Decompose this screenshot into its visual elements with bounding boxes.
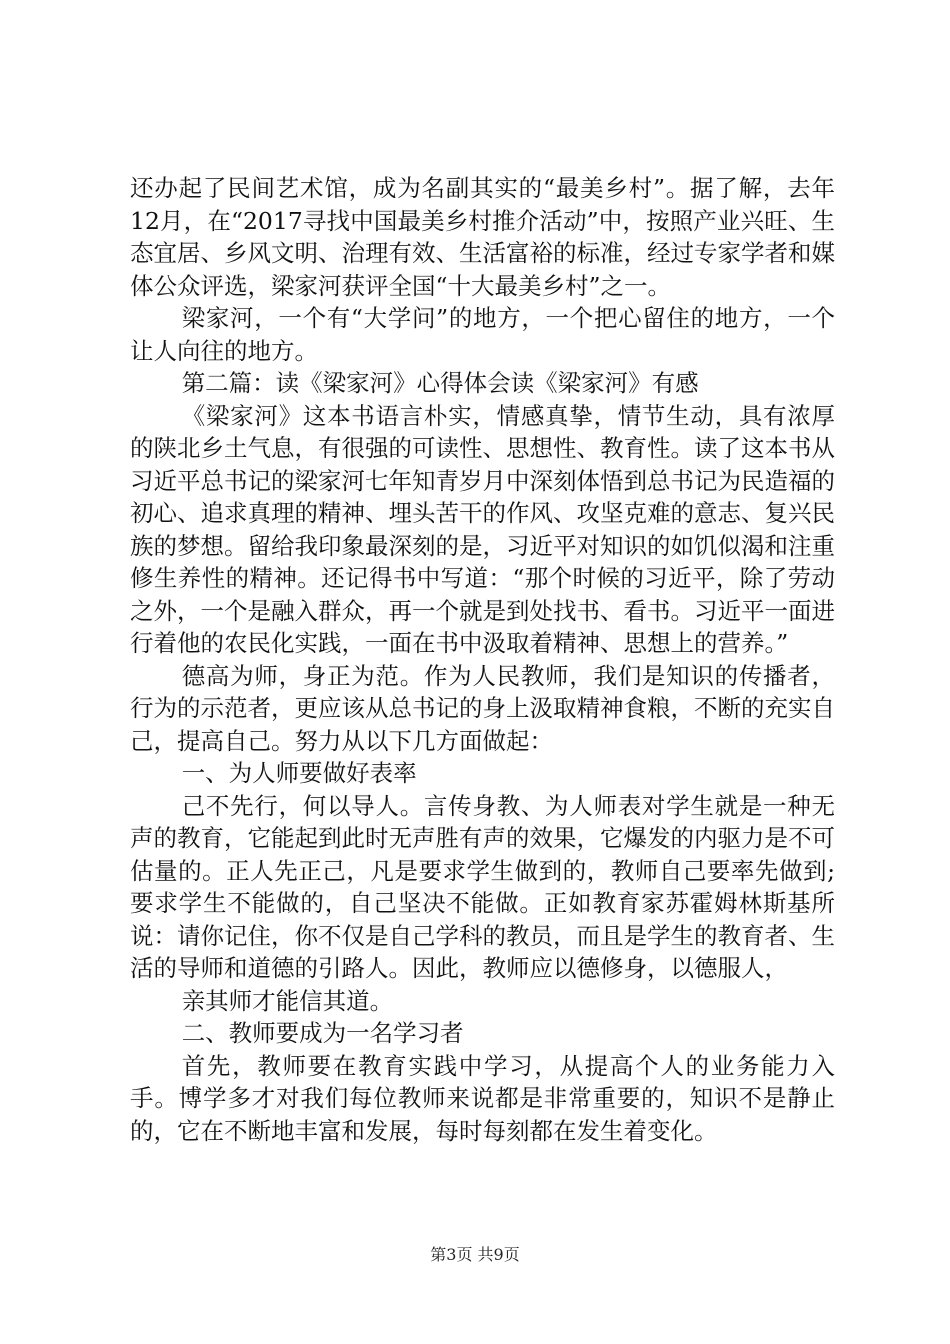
document-body: [130, 172, 835, 1147]
paragraph: 首先，教师要在教育实践中学习，从提高个人的业务能力入手。博学多才对我们每位教师来说都是非常重要的，知识不是静止的，它在不断地丰富和发展，每时每刻都在发生着变化。: [130, 1051, 835, 1145]
paragraph: 梁家河，一个有“大学问”的地方，一个把心留住的地方，一个让人向往的地方。: [130, 304, 835, 365]
paragraph: 《梁家河》这本书语言朴实，情感真挚，情节生动，具有浓厚的陕北乡土气息，有很强的可读性、思想性、教育性。读了这本书从习近平总书记的梁家河七年知青岁月中深刻体悟到总书记为民造福的初心、追求真理的精神、埋头苦干的作风、攻坚克难的意志、复兴民族的梦想。留给我印象最深刻的是，习近平对知识的如饥似渴和注重修生养性的精神。还记得书中写道：“那个时候的习近平，除了劳动之外，一个是融入群众，再一个就是到处找书、看书。习近平一面进行着他的农民化实践，一面在书中汲取着精神、思想上的营养。”: [130, 401, 835, 657]
paragraph-continuation: 还办起了民间艺术馆，成为名副其实的“最美乡村”。据了解，去年12月，在“2017寻找中国最美乡村推介活动”中，按照产业兴旺、生态宜居、乡风文明、治理有效、生活富裕的标准，经过专家学者和媒体公众评选，梁家河获评全国“十大最美乡村”之一。: [130, 174, 835, 300]
section-title: 第二篇：读《梁家河》心得体会读《梁家河》有感: [181, 369, 699, 397]
paragraph: 己不先行，何以导人。言传身教、为人师表对学生就是一种无声的教育，它能起到此时无声胜有声的效果，它爆发的内驱力是不可估量的。正人先正己，凡是要求学生做到的，教师自己要率先做到;要求学生不能做的，自己坚决不能做。正如教育家苏霍姆林斯基所说：请你记住，你不仅是自己学科的教员，而且是学生的教育者、生活的导师和道德的引路人。因此，教师应以德修身，以德服人，: [130, 791, 835, 982]
subheading: 二、教师要成为一名学习者: [181, 1019, 464, 1047]
page-number: 第3页 共9页: [430, 1245, 520, 1264]
paragraph: 德高为师，身正为范。作为人民教师，我们是知识的传播者，行为的示范者，更应该从总书记的身上汲取精神食粮，不断的充实自己，提高自己。努力从以下几方面做起：: [130, 661, 835, 755]
paragraph: 亲其师才能信其道。: [181, 986, 394, 1015]
subheading: 一、为人师要做好表率: [181, 759, 417, 787]
